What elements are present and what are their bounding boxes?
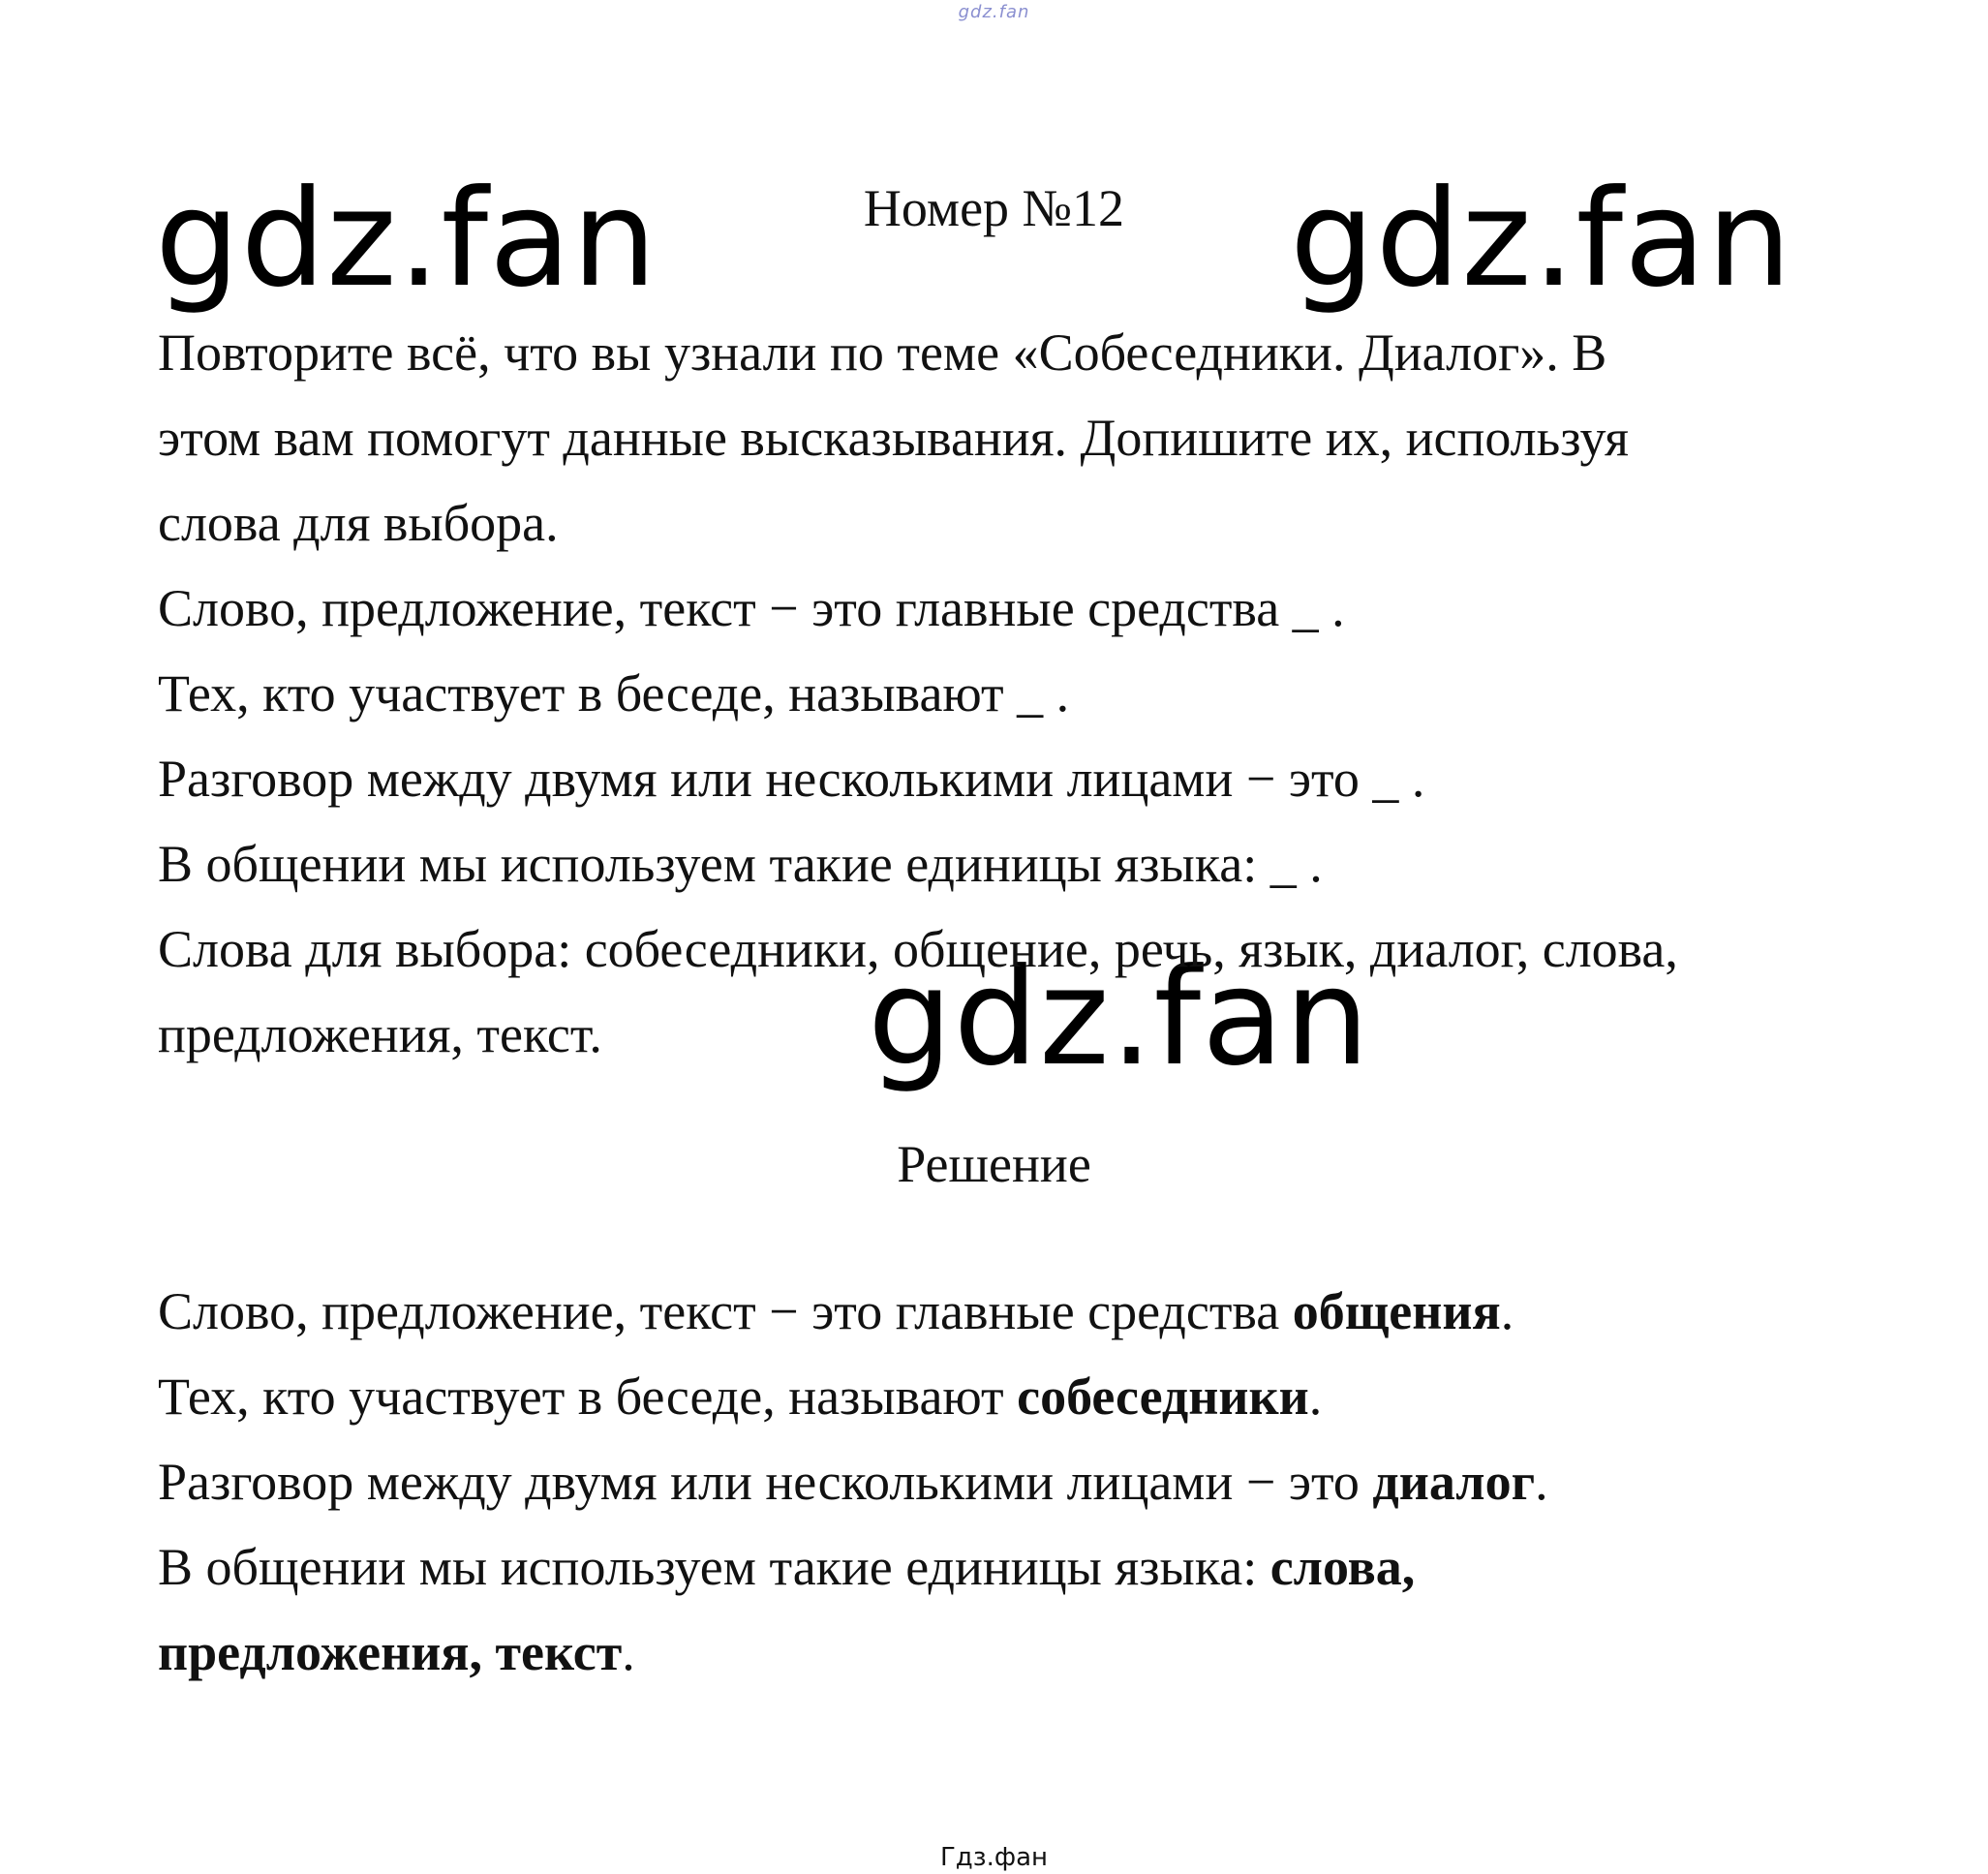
- task-line: Слова для выбора: собеседники, общение, речь, язык, диалог, слова,: [158, 920, 1678, 978]
- answer-end: .: [1308, 1367, 1323, 1426]
- answer-word: диалог: [1372, 1453, 1536, 1511]
- solution-heading: Решение: [897, 1135, 1091, 1193]
- task-line: Слово, предложение, текст − это главные средства _ .: [158, 579, 1345, 637]
- answer-word: общения: [1292, 1282, 1501, 1340]
- answer-word: слова,: [1269, 1538, 1416, 1596]
- answer-line: [158, 1354, 1901, 1439]
- answer-line: [158, 1439, 1901, 1524]
- task-line: В общении мы используем такие единицы языка: _ .: [158, 835, 1323, 893]
- exercise-title: Номер №12: [863, 179, 1125, 237]
- answer-text: Разговор между двумя или несколькими лицами − это: [158, 1453, 1373, 1511]
- task-line: этом вам помогут данные высказывания. Допишите их, используя: [158, 409, 1629, 467]
- answer-line: [158, 1524, 1901, 1610]
- answer-line: [158, 1610, 1901, 1695]
- answer-end: .: [1535, 1453, 1548, 1511]
- task-text: [158, 310, 1901, 1077]
- header-watermark: gdz.fan: [958, 2, 1030, 22]
- task-line: Разговор между двумя или несколькими лицами − это _ .: [158, 750, 1425, 808]
- answer-end: .: [1500, 1282, 1514, 1340]
- answer-line: [158, 1269, 1901, 1354]
- answer-end: .: [622, 1623, 635, 1681]
- task-line: Тех, кто участвует в беседе, называют _ .: [158, 664, 1070, 722]
- answer-text: Тех, кто участвует в беседе, называют: [158, 1367, 1018, 1426]
- answer-text: В общении мы используем такие единицы языка:: [158, 1538, 1270, 1596]
- answer-word: предложения, текст: [158, 1623, 623, 1681]
- watermark-top-right: gdz.fan: [1290, 161, 1793, 317]
- task-line: слова для выбора.: [158, 494, 559, 552]
- task-line: Повторите всё, что вы узнали по теме «Собеседники. Диалог». В: [158, 323, 1607, 382]
- watermark-middle: gdz.fan: [868, 939, 1371, 1095]
- solution-text: [158, 1269, 1901, 1695]
- answer-word: собеседники: [1017, 1367, 1309, 1426]
- footer-site-name: Гдз.фан: [939, 1843, 1049, 1872]
- watermark-top-left: gdz.fan: [155, 161, 658, 317]
- task-line: предложения, текст.: [158, 1005, 602, 1063]
- answer-text: Слово, предложение, текст − это главные средства: [158, 1282, 1293, 1340]
